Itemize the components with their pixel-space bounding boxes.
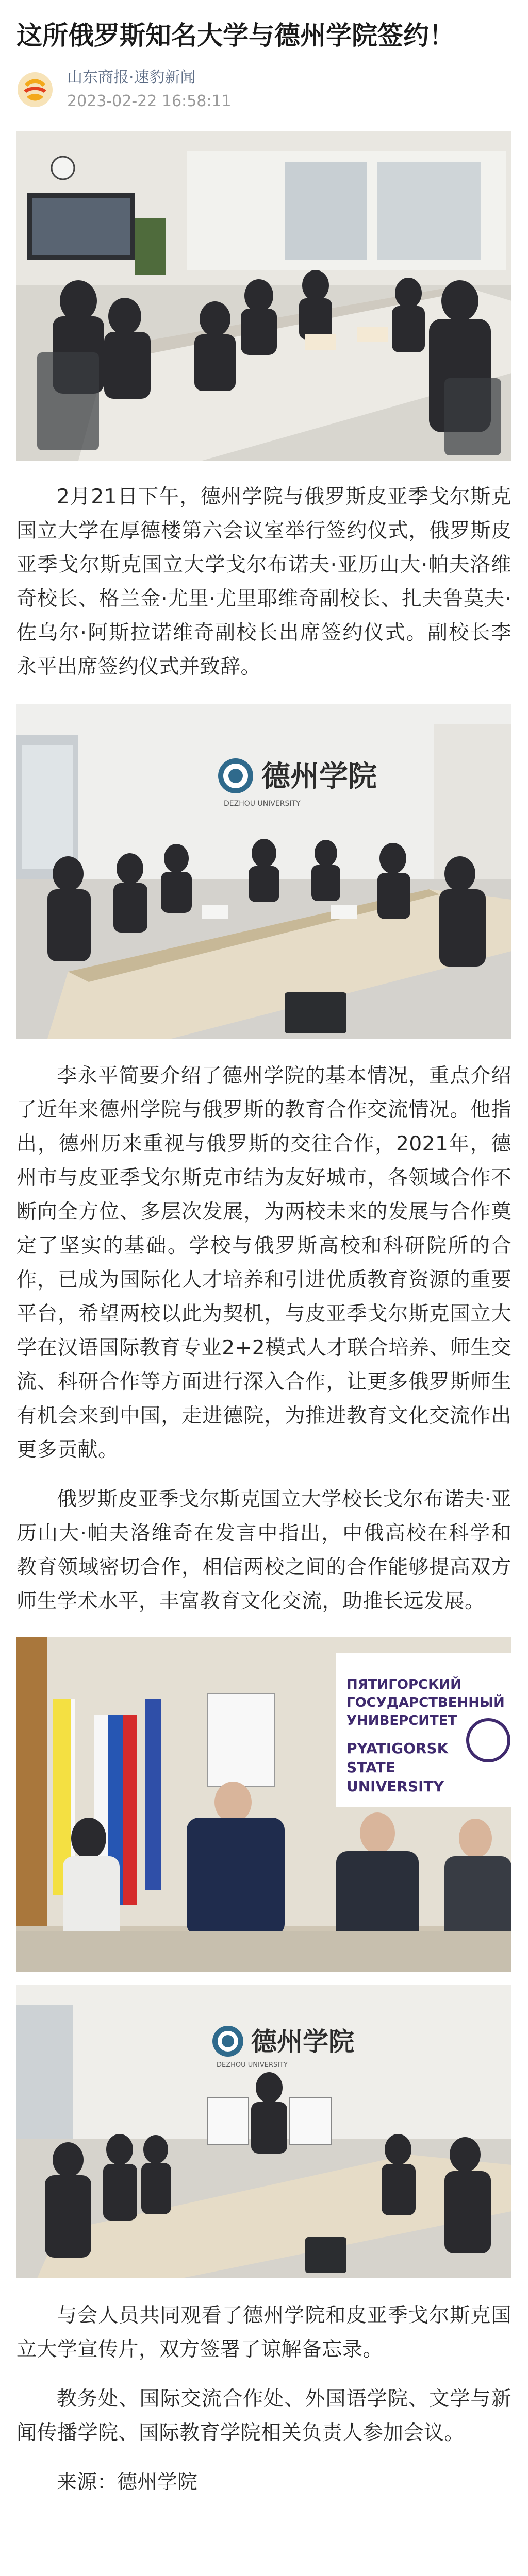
article-paragraph-3: 俄罗斯皮亚季戈尔斯克国立大学校长戈尔布诺夫·亚历山大·帕夫洛维奇在发言中指出，中俄高校在科学和教育领域密切合作，相信两校之间的合作能够提高双方师生学术水平，丰富教育文化交流，助推长远发展。 bbox=[16, 1488, 512, 1613]
screen-text-en-3: UNIVERSITY bbox=[346, 1778, 444, 1795]
article-paragraph-1: 2月21日下午，德州学院与俄罗斯皮亚季戈尔斯克国立大学在厚德楼第六会议室举行签约仪式，俄罗斯皮亚季戈尔斯克国立大学戈尔布诺夫·亚历山大·帕夫洛维奇校长、格兰金·尤里·尤里耶维奇副校长、扎夫鲁莫夫·佐乌尔·阿斯拉诺维奇副校长出席签约仪式。副校长李永平出席签约仪式并致辞。 bbox=[16, 485, 512, 679]
screen-text-ru-3: УНИВЕРСИТЕТ bbox=[346, 1713, 457, 1728]
article-paragraph-2: 李永平简要介绍了德州学院的基本情况，重点介绍了近年来德州学院与俄罗斯的教育合作交流情况。他指出，德州历来重视与俄罗斯的交往合作，2021年，德州市与皮亚季戈尔斯克市结为友好城市，各领域合作不断向全方位、多层次发展，为两校未来的发展与合作奠定了坚实的基础。学校与俄罗斯高校和科研院所的合作，已成为国际化人才培养和引进优质教育资源的重要平台，希望两校以此为契机，与皮亚季戈尔斯克国立大学在汉语国际教育专业2+2模式人才联合培养、师生交流、科研合作等方面进行深入合作，让更多俄罗斯师生有机会来到中国，走进德院，为推进教育文化交流作出更多贡献。 bbox=[16, 1064, 512, 1462]
article-timestamp: 2023-02-22 16:58:11 bbox=[67, 92, 232, 110]
article-photo-1 bbox=[16, 131, 512, 461]
article-paragraph-5: 教务处、国际交流合作处、外国语学院、文学与新闻传播学院、国际教育学院相关负责人参加会议。 bbox=[16, 2387, 512, 2445]
screen-text-en-2: STATE bbox=[346, 1759, 395, 1776]
wall-logo-subtitle-2: DEZHOU UNIVERSITY bbox=[217, 2061, 288, 2069]
article-photo-3 bbox=[16, 1637, 512, 1972]
article-meta bbox=[0, 52, 528, 112]
wall-logo-text: 德州学院 bbox=[261, 759, 377, 793]
screen-text-ru-1: ПЯТИГОРСКИЙ bbox=[346, 1677, 461, 1692]
news-source-logo-icon[interactable] bbox=[16, 71, 54, 108]
article-source[interactable]: 山东商报·速豹新闻 bbox=[67, 69, 196, 87]
article-photo-4 bbox=[16, 1985, 512, 2278]
screen-text-ru-2: ГОСУДАРСТВЕННЫЙ bbox=[346, 1695, 505, 1710]
wall-logo-text-2: 德州学院 bbox=[251, 2026, 354, 2057]
screen-text-en-1: PYATIGORSK bbox=[346, 1740, 449, 1757]
article-paragraph-4: 与会人员共同观看了德州学院和皮亚季戈尔斯克国立大学宣传片，双方签署了谅解备忘录。 bbox=[16, 2304, 512, 2361]
wall-logo-subtitle: DEZHOU UNIVERSITY bbox=[224, 800, 301, 808]
article-title: 这所俄罗斯知名大学与德州学院签约！ bbox=[16, 21, 455, 50]
article-photo-2 bbox=[16, 704, 512, 1039]
article-source-line: 来源：德州学院 bbox=[57, 2471, 198, 2494]
